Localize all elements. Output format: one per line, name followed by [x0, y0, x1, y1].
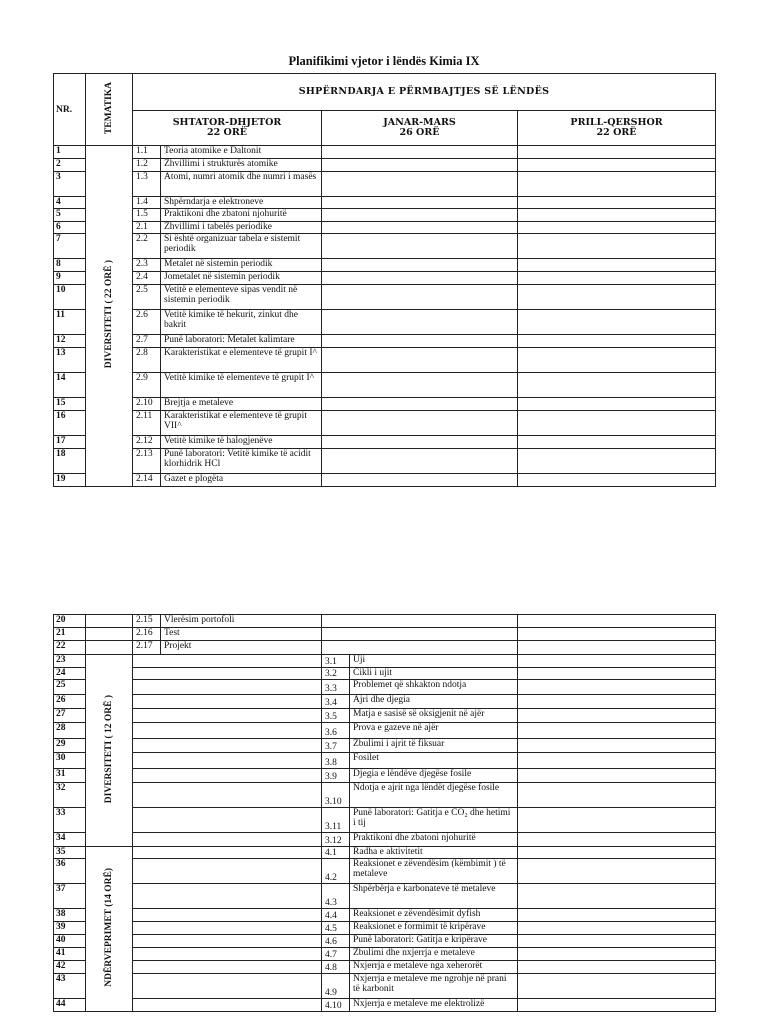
empty-cell — [518, 411, 716, 436]
empty-cell — [518, 615, 716, 628]
topic-code: 3.12 — [322, 833, 350, 847]
topic-title: Projekt — [161, 641, 322, 655]
empty-cell — [518, 999, 716, 1012]
topic-title: Vetitë kimike të hekurit, zinkut dhe bakrit — [161, 310, 322, 335]
row-number: 38 — [54, 909, 86, 922]
empty-cell — [518, 884, 716, 909]
topic-title: Zhvillimi i strukturës atomike — [161, 159, 322, 172]
topic-code: 2.14 — [133, 474, 161, 487]
topic-code: 3.2 — [322, 668, 350, 680]
topic-code: 4.2 — [322, 859, 350, 884]
empty-cell — [133, 739, 322, 753]
empty-cell — [518, 847, 716, 859]
topic-title: Vetitë e elementeve sipas vendit në sistemin periodik — [161, 285, 322, 310]
topic-code: 4.5 — [322, 922, 350, 935]
row-number: 39 — [54, 922, 86, 935]
table-row — [54, 411, 716, 436]
row-number: 43 — [54, 974, 86, 999]
period-header-3 — [518, 111, 716, 146]
topic-code: 3.8 — [322, 753, 350, 769]
empty-cell — [518, 398, 716, 411]
topic-code: 3.7 — [322, 739, 350, 753]
theme-label: DIVERSITETI ( 12 ORË ) — [104, 694, 114, 804]
empty-cell — [518, 197, 716, 209]
topic-code: 2.17 — [133, 641, 161, 655]
table-row — [54, 808, 716, 833]
topic-title: Shpërbërja e karbonateve të metaleve — [350, 884, 518, 909]
topic-title: Praktikoni dhe zbatoni njohuritë — [350, 833, 518, 847]
period-3-hours: 22 ORË — [596, 127, 637, 138]
empty-cell — [133, 909, 322, 922]
theme-label: NDËRVEPRIMET (14 ORË) — [104, 868, 114, 987]
topic-code: 2.3 — [133, 259, 161, 272]
empty-cell — [133, 680, 322, 695]
table-row — [54, 680, 716, 695]
topic-title: Cikli i ujit — [350, 668, 518, 680]
topic-title: Karakteristikat e elementeve të grupit I^ — [161, 348, 322, 373]
table-row — [54, 655, 716, 668]
empty-cell — [518, 668, 716, 680]
table-row — [54, 723, 716, 739]
empty-cell — [322, 285, 518, 310]
table-row — [54, 847, 716, 859]
topic-code: 2.16 — [133, 628, 161, 641]
empty-cell — [322, 449, 518, 474]
table-row — [54, 172, 716, 197]
topic-title: Vetitë kimike të elementeve të grupit I^ — [161, 373, 322, 398]
empty-cell — [133, 884, 322, 909]
topic-code: 4.3 — [322, 884, 350, 909]
empty-cell — [322, 146, 518, 159]
row-number: 11 — [54, 310, 86, 335]
empty-cell — [322, 411, 518, 436]
empty-cell — [518, 172, 716, 197]
empty-cell — [518, 641, 716, 655]
theme-cell — [86, 847, 133, 1012]
topic-title: Uji — [350, 655, 518, 668]
empty-cell — [322, 222, 518, 234]
row-number: 25 — [54, 680, 86, 695]
row-number: 16 — [54, 411, 86, 436]
topic-title: Matja e sasisë së oksigjenit në ajër — [350, 709, 518, 723]
topic-title: Problemet që shkakton ndotja — [350, 680, 518, 695]
table-row — [54, 884, 716, 909]
empty-cell — [518, 348, 716, 373]
tematika-label: TEMATIKA — [104, 81, 114, 135]
topic-title: Si është organizuar tabela e sistemit periodik — [161, 234, 322, 259]
table-row — [54, 783, 716, 808]
topic-title: Zbulimi dhe nxjerrja e metaleve — [350, 948, 518, 961]
topic-code: 4.4 — [322, 909, 350, 922]
table-row — [54, 234, 716, 259]
topic-title: Nxjerrja e metaleve me ngrohje në prani të karbonit — [350, 974, 518, 999]
table-row — [54, 961, 716, 974]
empty-cell — [322, 310, 518, 335]
topic-code: 2.6 — [133, 310, 161, 335]
table-row — [54, 974, 716, 999]
table-row — [54, 769, 716, 783]
table-row — [54, 709, 716, 723]
topic-title: Karakteristikat e elementeve të grupit VII^ — [161, 411, 322, 436]
table-row — [54, 859, 716, 884]
row-number: 34 — [54, 833, 86, 847]
empty-cell — [133, 709, 322, 723]
row-number: 23 — [54, 655, 86, 668]
topic-title: Test — [161, 628, 322, 641]
empty-cell — [518, 628, 716, 641]
empty-cell — [322, 234, 518, 259]
empty-cell — [518, 209, 716, 222]
empty-cell — [322, 209, 518, 222]
table-row — [54, 948, 716, 961]
row-number: 9 — [54, 272, 86, 285]
topic-code: 4.1 — [322, 847, 350, 859]
row-number: 35 — [54, 847, 86, 859]
table-row — [54, 335, 716, 348]
empty-cell — [518, 974, 716, 999]
empty-cell — [518, 709, 716, 723]
table-row — [54, 695, 716, 709]
plan-table-page2-body — [54, 615, 716, 1012]
period-1-name: SHTATOR-DHJETOR — [172, 117, 282, 128]
topic-code: 4.10 — [322, 999, 350, 1012]
topic-code: 2.4 — [133, 272, 161, 285]
empty-cell — [322, 436, 518, 449]
empty-cell — [133, 833, 322, 847]
empty-cell — [133, 808, 322, 833]
theme-cell — [86, 655, 133, 847]
empty-cell — [518, 449, 716, 474]
empty-cell — [518, 723, 716, 739]
row-number: 5 — [54, 209, 86, 222]
empty-cell — [133, 753, 322, 769]
empty-cell — [133, 723, 322, 739]
row-number: 19 — [54, 474, 86, 487]
row-number: 21 — [54, 628, 86, 641]
topic-code: 1.2 — [133, 159, 161, 172]
topic-title: Shpërndarja e elektroneve — [161, 197, 322, 209]
topic-code: 2.5 — [133, 285, 161, 310]
period-1-hours: 22 ORË — [207, 127, 247, 138]
theme-label: DIVERSITETI ( 22 ORË ) — [104, 260, 114, 369]
topic-title: Ajri dhe djegia — [350, 695, 518, 709]
row-number: 37 — [54, 884, 86, 909]
empty-cell — [518, 695, 716, 709]
topic-title: Fosilet — [350, 753, 518, 769]
empty-cell — [518, 859, 716, 884]
row-number: 15 — [54, 398, 86, 411]
empty-cell — [518, 922, 716, 935]
empty-cell — [518, 310, 716, 335]
empty-cell — [133, 961, 322, 974]
empty-cell — [133, 948, 322, 961]
topic-code: 4.8 — [322, 961, 350, 974]
empty-cell — [133, 935, 322, 948]
topic-title: Reaksionet e zëvendësimit dyfish — [350, 909, 518, 922]
plan-table-page1 — [53, 73, 716, 487]
row-number: 42 — [54, 961, 86, 974]
topic-title: Vetitë kimike të halogjenëve — [161, 436, 322, 449]
document-title: Planifikimi vjetor i lëndës Kimia IX — [288, 54, 480, 68]
empty-cell — [322, 641, 518, 655]
row-number: 14 — [54, 373, 86, 398]
empty-cell — [322, 259, 518, 272]
empty-cell — [518, 833, 716, 847]
empty-cell — [518, 474, 716, 487]
theme-cell — [86, 628, 133, 641]
empty-cell — [322, 159, 518, 172]
empty-cell — [518, 808, 716, 833]
empty-cell — [322, 172, 518, 197]
empty-cell — [133, 922, 322, 935]
row-number: 28 — [54, 723, 86, 739]
empty-cell — [518, 948, 716, 961]
topic-code: 2.1 — [133, 222, 161, 234]
row-number: 33 — [54, 808, 86, 833]
empty-cell — [518, 753, 716, 769]
topic-title: Jometalet në sistemin periodik — [161, 272, 322, 285]
empty-cell — [518, 909, 716, 922]
table-row — [54, 641, 716, 655]
topic-title: Punë laboratori: Gatitja e CO₂ dhe hetimi i tij — [350, 808, 518, 833]
row-number: 41 — [54, 948, 86, 961]
empty-cell — [322, 197, 518, 209]
empty-cell — [322, 373, 518, 398]
row-number: 4 — [54, 197, 86, 209]
empty-cell — [518, 655, 716, 668]
theme-cell — [86, 146, 133, 487]
table-row — [54, 272, 716, 285]
empty-cell — [322, 335, 518, 348]
topic-title: Punë laboratori: Gatitja e kripërave — [350, 935, 518, 948]
topic-title: Nxjerrja e metaleve nga xeherorët — [350, 961, 518, 974]
empty-cell — [133, 769, 322, 783]
theme-cell — [86, 641, 133, 655]
empty-cell — [322, 348, 518, 373]
topic-code: 2.12 — [133, 436, 161, 449]
row-number: 2 — [54, 159, 86, 172]
row-number: 40 — [54, 935, 86, 948]
topic-title: Djegia e lëndëve djegëse fosile — [350, 769, 518, 783]
empty-cell — [133, 695, 322, 709]
empty-cell — [518, 436, 716, 449]
period-2-hours: 26 ORË — [399, 127, 440, 138]
empty-cell — [322, 628, 518, 641]
period-header-2 — [322, 111, 518, 146]
table-row — [54, 197, 716, 209]
plan-table-page2 — [53, 614, 716, 1012]
empty-cell — [133, 859, 322, 884]
theme-cell — [86, 615, 133, 628]
empty-cell — [133, 999, 322, 1012]
topic-code: 1.3 — [133, 172, 161, 197]
empty-cell — [133, 783, 322, 808]
empty-cell — [518, 222, 716, 234]
table-row — [54, 146, 716, 159]
empty-cell — [518, 234, 716, 259]
row-number: 32 — [54, 783, 86, 808]
table-row — [54, 668, 716, 680]
row-number: 27 — [54, 709, 86, 723]
empty-cell — [518, 961, 716, 974]
topic-code: 2.2 — [133, 234, 161, 259]
table-row — [54, 348, 716, 373]
topic-title: Punë laboratori: Vetitë kimike të acidit klorhidrik HCl — [161, 449, 322, 474]
empty-cell — [133, 974, 322, 999]
row-number: 1 — [54, 146, 86, 159]
topic-title: Zhvillimi i tabelës periodike — [161, 222, 322, 234]
topic-title: Radha e aktivitetit — [350, 847, 518, 859]
topic-title: Teoria atomike e Daltonit — [161, 146, 322, 159]
topic-code: 3.9 — [322, 769, 350, 783]
table-row — [54, 909, 716, 922]
empty-cell — [322, 272, 518, 285]
topic-code: 1.5 — [133, 209, 161, 222]
row-number: 44 — [54, 999, 86, 1012]
topic-code: 3.6 — [322, 723, 350, 739]
topic-title: Punë laboratori: Metalet kalimtare — [161, 335, 322, 348]
empty-cell — [518, 739, 716, 753]
topic-code: 4.6 — [322, 935, 350, 948]
topic-code: 3.5 — [322, 709, 350, 723]
empty-cell — [518, 783, 716, 808]
period-3-name: PRILL-QERSHOR — [570, 117, 663, 128]
row-number: 22 — [54, 641, 86, 655]
table-row — [54, 209, 716, 222]
table-row — [54, 739, 716, 753]
topic-title: Atomi, numri atomik dhe numri i masës — [161, 172, 322, 197]
table-row — [54, 474, 716, 487]
topic-title: Prova e gazeve në ajër — [350, 723, 518, 739]
empty-cell — [518, 769, 716, 783]
empty-cell — [322, 474, 518, 487]
table-row — [54, 628, 716, 641]
empty-cell — [518, 259, 716, 272]
empty-cell — [322, 398, 518, 411]
topic-title: Brejtja e metaleve — [161, 398, 322, 411]
row-number: 17 — [54, 436, 86, 449]
row-number: 29 — [54, 739, 86, 753]
topic-title: Ndotja e ajrit nga lëndët djegëse fosile — [350, 783, 518, 808]
topic-code: 1.4 — [133, 197, 161, 209]
empty-cell — [518, 285, 716, 310]
topic-title: Metalet në sistemin periodik — [161, 259, 322, 272]
table-row — [54, 833, 716, 847]
plan-table-page1-body — [54, 146, 716, 487]
table-row — [54, 285, 716, 310]
topic-code: 2.13 — [133, 449, 161, 474]
table-row — [54, 159, 716, 172]
topic-code: 2.15 — [133, 615, 161, 628]
table-row — [54, 436, 716, 449]
row-number: 10 — [54, 285, 86, 310]
period-header-1 — [133, 111, 322, 146]
topic-code: 1.1 — [133, 146, 161, 159]
table-row — [54, 373, 716, 398]
topic-code: 2.7 — [133, 335, 161, 348]
empty-cell — [133, 668, 322, 680]
row-number: 24 — [54, 668, 86, 680]
empty-cell — [518, 159, 716, 172]
table-row — [54, 398, 716, 411]
topic-code: 2.8 — [133, 348, 161, 373]
empty-cell — [518, 146, 716, 159]
empty-cell — [518, 935, 716, 948]
empty-cell — [133, 847, 322, 859]
table-row — [54, 310, 716, 335]
column-header-nr: NR. — [54, 74, 86, 146]
topic-code: 2.10 — [133, 398, 161, 411]
row-number: 13 — [54, 348, 86, 373]
table-row — [54, 999, 716, 1012]
topic-title: Zbulimi i ajrit të fiksuar — [350, 739, 518, 753]
table-row — [54, 222, 716, 234]
empty-cell — [518, 373, 716, 398]
row-number: 12 — [54, 335, 86, 348]
topic-code: 3.1 — [322, 655, 350, 668]
row-number: 6 — [54, 222, 86, 234]
topic-title: Reaksionet e zëvendësim (këmbimit ) të metaleve — [350, 859, 518, 884]
topic-title: Reaksionet e formimit të kripërave — [350, 922, 518, 935]
row-number: 26 — [54, 695, 86, 709]
row-number: 31 — [54, 769, 86, 783]
empty-cell — [518, 680, 716, 695]
row-number: 36 — [54, 859, 86, 884]
column-header-distribution: SHPËRNDARJA E PËRMBAJTJES SË LËNDËS — [133, 74, 716, 111]
topic-code: 4.9 — [322, 974, 350, 999]
column-header-tematika — [86, 74, 133, 146]
empty-cell — [518, 272, 716, 285]
topic-code: 3.3 — [322, 680, 350, 695]
table-row — [54, 753, 716, 769]
row-number: 20 — [54, 615, 86, 628]
topic-code: 3.10 — [322, 783, 350, 808]
empty-cell — [322, 615, 518, 628]
topic-code: 2.11 — [133, 411, 161, 436]
topic-code: 4.7 — [322, 948, 350, 961]
topic-code: 3.11 — [322, 808, 350, 833]
empty-cell — [518, 335, 716, 348]
topic-title: Praktikoni dhe zbatoni njohuritë — [161, 209, 322, 222]
table-row — [54, 615, 716, 628]
period-2-name: JANAR-MARS — [383, 117, 456, 128]
row-number: 8 — [54, 259, 86, 272]
empty-cell — [133, 655, 322, 668]
table-row — [54, 449, 716, 474]
table-row — [54, 922, 716, 935]
table-row — [54, 259, 716, 272]
row-number: 30 — [54, 753, 86, 769]
topic-title: Nxjerrja e metaleve me elektrolizë — [350, 999, 518, 1012]
topic-title: Gazet e plogëta — [161, 474, 322, 487]
row-number: 7 — [54, 234, 86, 259]
row-number: 18 — [54, 449, 86, 474]
table-row — [54, 935, 716, 948]
topic-code: 3.4 — [322, 695, 350, 709]
topic-code: 2.9 — [133, 373, 161, 398]
topic-title: Vlerësim portofoli — [161, 615, 322, 628]
row-number: 3 — [54, 172, 86, 197]
